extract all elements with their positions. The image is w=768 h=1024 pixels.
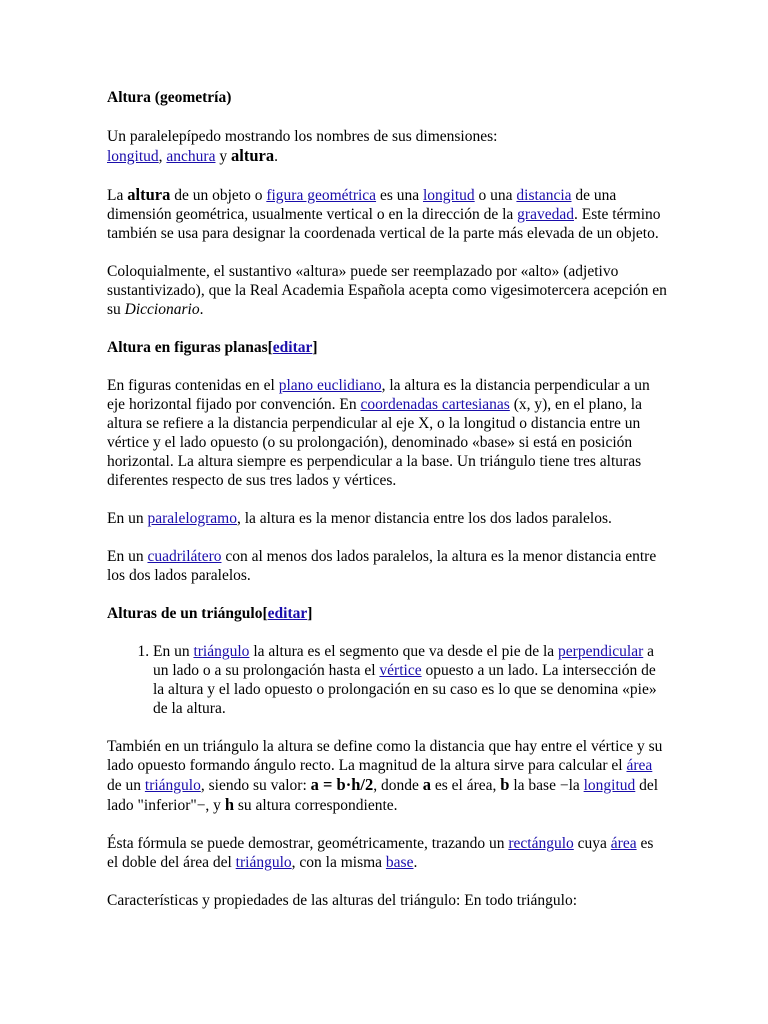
text: Características y propiedades de las alturas del triángulo: En todo triángulo: [107,892,578,909]
text: , la altura es la menor distancia entre los dos lados paralelos. [236,510,612,527]
edit-link[interactable]: editar [267,605,308,622]
link-longitud[interactable]: longitud [583,777,636,794]
text: y [215,148,231,165]
text: de un [107,777,145,794]
paragraph-area-formula [107,737,667,815]
link-longitud[interactable]: longitud [422,187,475,204]
text: a un lado o a su prolongación hasta el [153,643,655,679]
text: la base −la [509,777,584,794]
text: También en un triángulo la altura se define como la distancia que hay entre el vértice y su lado opuesto formando ángulo recto. La magnitud de la altura sirve para calcular el [107,738,663,774]
link-cuadrilatero[interactable]: cuadrilátero [147,548,222,565]
bold-term: b [500,775,510,794]
link-coordenadas-cartesianas[interactable]: coordenadas cartesianas [360,396,510,413]
article-content [107,88,667,910]
section-heading-figuras-planas [107,338,667,357]
bracket: ] [312,339,318,356]
bold-term: a [422,775,431,794]
paragraph-caracteristicas [107,891,667,910]
text: con al menos dos lados paralelos, la altura es la menor distancia entre los dos lados paralelos. [107,548,657,584]
link-vertice[interactable]: vértice [379,662,422,679]
text: del lado "inferior"−, y [107,777,659,814]
formula: a = b·h/2 [310,775,374,794]
text: opuesto a un lado. La intersección de la altura y el lado opuesto o prolongación en su caso es lo que se denomina «pie» de la altura. [153,662,657,717]
intro-text: Un paralelepípedo mostrando los nombres de sus dimensiones: [107,128,498,145]
text: . Este término también se usa para designar la coordenada vertical de la parte más elevada de un objeto. [107,206,661,242]
text: o una [474,187,517,204]
heading-text: Alturas de un triángulo [107,605,263,622]
text: En figuras contenidas en el [107,377,279,394]
text: La [107,187,128,204]
bold-term: altura [230,146,275,165]
text: es el área, [431,777,501,794]
text: (x, y), en el plano, la altura se refiere a la distancia perpendicular al eje X, o la longitud o distancia entre un vértice y el lado opuesto (o su prolongación), denominado «base» si está en posición horizontal. La altura siempre es perpendicular a la base. Un triángulo tiene tres alturas diferentes respecto de sus tres lados y vértices. [107,396,642,489]
text: es una [376,187,423,204]
ordered-list [107,642,667,718]
intro-caption [107,127,667,166]
bracket: [ [262,605,268,622]
link-figura-geometrica[interactable]: figura geométrica [266,187,377,204]
link-paralelogramo[interactable]: paralelogramo [147,510,237,527]
text: , donde [373,777,423,794]
link-triangulo[interactable]: triángulo [144,777,201,794]
bracket: [ [267,339,273,356]
paragraph-plano [107,376,667,490]
text: En un [153,643,194,660]
italic-term: Diccionario [124,301,200,318]
text: su altura correspondiente. [234,797,398,814]
text: es el doble del área del [107,835,654,871]
text: En un [107,510,148,527]
paragraph-colloquial [107,262,667,319]
link-longitud[interactable]: longitud [107,148,159,165]
link-anchura[interactable]: anchura [166,148,216,165]
text: , la altura es la distancia perpendicular a un eje horizontal fijado por convención. En [107,377,650,413]
page-title: Altura (geometría) [107,89,232,106]
link-area[interactable]: área [610,835,637,852]
paragraph-definition [107,185,667,243]
link-area[interactable]: área [626,757,653,774]
text: , [158,148,167,165]
section-heading-triangulo [107,604,667,623]
link-triangulo[interactable]: triángulo [235,854,292,871]
link-rectangulo[interactable]: rectángulo [508,835,574,852]
bold-term: altura [127,185,171,204]
paragraph-cuadrilatero [107,547,667,585]
link-gravedad[interactable]: gravedad [517,206,574,223]
text: , siendo su valor: [200,777,311,794]
edit-link[interactable]: editar [272,339,313,356]
text: la altura es el segmento que va desde el pie de la [249,643,559,660]
paragraph-demostracion [107,834,667,872]
text: , con la misma [291,854,386,871]
link-triangulo[interactable]: triángulo [193,643,250,660]
list-item [153,642,667,718]
text: Ésta fórmula se puede demostrar, geométricamente, trazando un [107,835,509,852]
link-base[interactable]: base [385,854,414,871]
text: . [199,301,204,318]
link-perpendicular[interactable]: perpendicular [558,643,644,660]
link-plano-euclidiano[interactable]: plano euclidiano [278,377,382,394]
heading-text: Altura en figuras planas [107,339,268,356]
bracket: ] [307,605,313,622]
text: de un objeto o [170,187,267,204]
text: cuya [573,835,611,852]
bold-term: h [224,795,234,814]
text: En un [107,548,148,565]
text: . [274,148,278,165]
link-distancia[interactable]: distancia [516,187,572,204]
text: . [413,854,418,871]
text: de una dimensión geométrica, usualmente vertical o en la dirección de la [107,187,617,223]
paragraph-paralelogramo [107,509,667,528]
text: Coloquialmente, el sustantivo «altura» puede ser reemplazado por «alto» (adjetivo sustantivizado), que la Real Academia Española acepta como vigesimotercera acepción en su [107,263,667,318]
